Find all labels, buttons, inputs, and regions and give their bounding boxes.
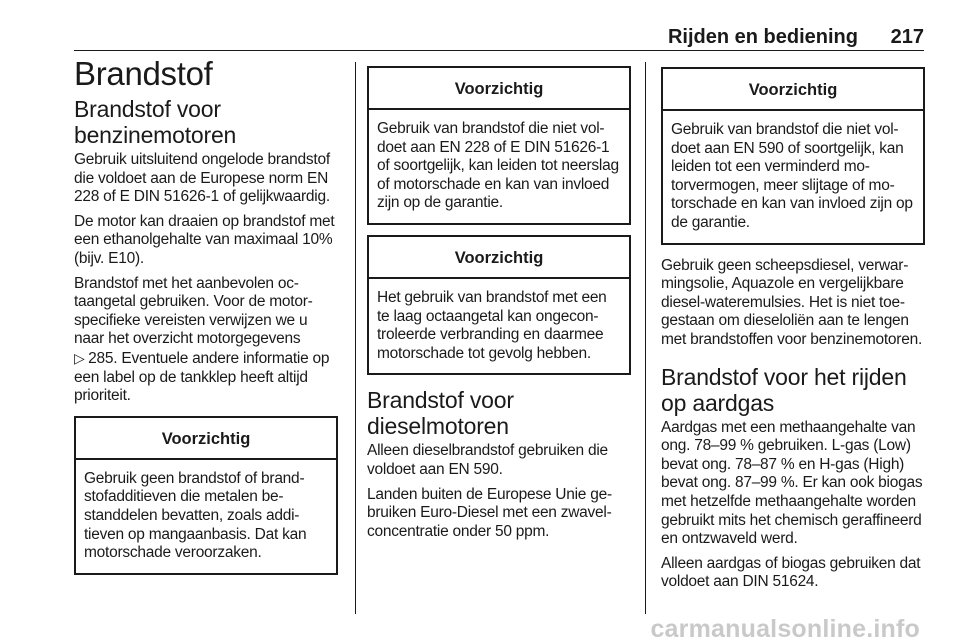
paragraph: Aardgas met een methaangehalte van ong. 78–99 % gebruiken. L-gas (Low) bevat ong. 78–87 % en H-gas (High) bevat ong. 87–99 %. Er kan ook biogas met hetzelfde methaangehalte worden gebruikt mits het chemisch geraffineerd en ontzwaveld werd. xyxy=(661,418,923,548)
column-1 xyxy=(74,56,338,583)
caution-title: Voorzichtig xyxy=(369,68,629,110)
caution-box xyxy=(367,235,631,375)
watermark: carmanualsonline.info xyxy=(650,615,920,642)
caution-title: Voorzichtig xyxy=(369,237,629,279)
subheading-aardgas: Brandstof voor het rijden op aardgas xyxy=(661,363,907,416)
caution-body: Gebruik van brandstof die niet voldoet aan EN 228 of E DIN 51626-1 of soortgelijk, kan leiden tot neerslag of motorschade en kan van invloed zijn op de garantie. xyxy=(377,120,619,212)
heading-brandstof: Brandstof xyxy=(74,55,213,92)
page-reference-arrow-icon: ▷ xyxy=(74,349,89,366)
paragraph-text: 285. Eventuele andere informatie op een label op de tankklep heeft altijd prioriteit. xyxy=(74,349,330,405)
paragraph: Gebruik geen scheepsdiesel, verwarmingsolie, Aquazole en vergelijkbare diesel-wateremulsies. Het is niet toegestaan om dieseloliën aan te lengen met brandstoffen voor benzinemotoren. xyxy=(661,256,923,348)
paragraph-with-ref xyxy=(74,349,338,406)
caution-box xyxy=(367,66,631,225)
subheading-benzine: Brandstof voor benzinemotoren xyxy=(74,96,237,148)
section-title: Rijden en bediening xyxy=(667,26,858,48)
subheading-diesel: Brandstof voor dieselmotoren xyxy=(367,387,514,440)
paragraph: Gebruik uitsluitend ongelode brandstof die voldoet aan de Europese norm EN 228 of E DIN 51626-1 of gelijkwaardig. xyxy=(74,151,330,206)
column-divider-1 xyxy=(355,62,356,614)
caution-box xyxy=(661,67,925,245)
page-header xyxy=(74,26,924,50)
paragraph: Alleen aardgas of biogas gebruiken dat voldoet aan DIN 51624. xyxy=(661,554,921,591)
caution-title: Voorzichtig xyxy=(76,418,336,460)
column-divider-2 xyxy=(645,62,646,614)
caution-body: Gebruik van brandstof die niet voldoet aan EN 590 of soortgelijk, kan leiden tot een verminderd motorvermogen, meer slijtage of motorschade en kan van invloed zijn op de garantie. xyxy=(671,121,913,231)
caution-title: Voorzichtig xyxy=(663,69,923,111)
header-rule xyxy=(74,50,924,51)
caution-box xyxy=(74,416,338,575)
column-3 xyxy=(661,67,925,598)
caution-body: Het gebruik van brandstof met een te laag octaangetal kan ongecontroleerde verbranding en daarmee motorschade tot gevolg hebben. xyxy=(377,288,607,362)
paragraph: Brandstof met het aanbevolen octaangetal gebruiken. Voor de motorspecifieke vereisten verwijzen we u naar het overzicht motorgegevens xyxy=(74,274,313,348)
paragraph: Alleen dieselbrandstof gebruiken die voldoet aan EN 590. xyxy=(367,442,608,478)
caution-body: Gebruik geen brandstof of brandstofadditieven die metalen bestanddelen bevatten, zoals additieven op mangaanbasis. Dat kan motorschade veroorzaken. xyxy=(84,469,307,562)
paragraph: De motor kan draaien op brandstof met een ethanolgehalte van maximaal 10% (bijv. E10). xyxy=(74,212,335,267)
page-number: 217 xyxy=(890,26,924,48)
paragraph: Landen buiten de Europese Unie gebruiken Euro-Diesel met een zwavelconcentratie onder 50 ppm. xyxy=(367,485,613,540)
column-2 xyxy=(367,56,631,547)
